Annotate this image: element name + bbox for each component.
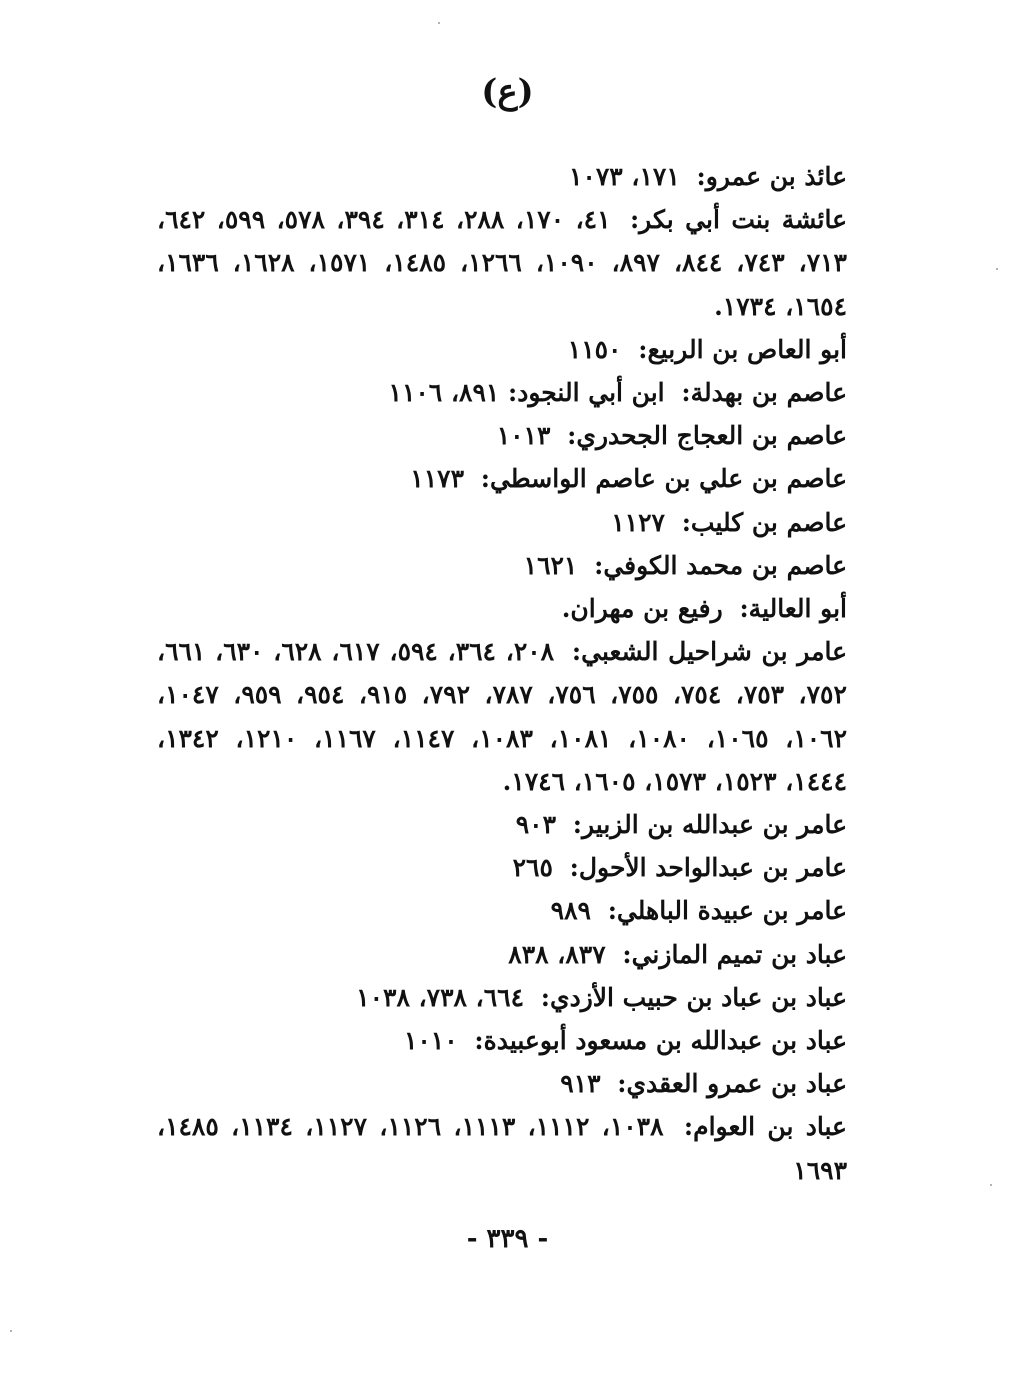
entry-page-refs: ١٠٣٨، ١١١٢، ١١١٣، ١١٢٦، ١١٢٧، ١١٣٤، ١٤٨٥، ١٦٩٣ (157, 1112, 847, 1185)
index-entry (157, 1062, 847, 1105)
index-entry (157, 1019, 847, 1062)
entry-separator: : (739, 594, 749, 624)
entry-name: أبو العاص بن الربيع (647, 334, 847, 364)
index-entry (157, 889, 847, 932)
section-letter-heading: (ع) (481, 72, 534, 112)
entry-separator: : (474, 1026, 484, 1056)
entry-page-refs: ٢٦٥ (512, 853, 553, 883)
entry-page-refs: ٤١، ١٧٠، ٢٨٨، ٣١٤، ٣٩٤، ٥٧٨، ٥٩٩، ٦٤٢، ٧١٣، ٧٤٣، ٨٤٤، ٨٩٧، ١٠٩٠، ١٢٦٦، ١٤٨٥، ١٥٧١، ١٦٢٨، ١٦٣٦، ١٦٥٤، ١٧٣٤. (157, 205, 847, 321)
entry-page-refs: ٢٠٨، ٣٦٤، ٥٩٤، ٦١٧، ٦٢٨، ٦٣٠، ٦٦١، ٧٥٢، ٧٥٣، ٧٥٤، ٧٥٥، ٧٥٦، ٧٨٧، ٧٩٢، ٩١٥، ٩٥٤، ٩٥٩، ١٠٤٧، ١٠٦٢، ١٠٦٥، ١٠٨٠، ١٠٨١، ١٠٨٣، ١١٤٧، ١١٦٧، ١٢١٠، ١٣٤٢، ١٤٤٤، ١٥٢٣، ١٥٧٣، ١٦٠٥، ١٧٤٦. (157, 637, 848, 796)
entry-separator: : (569, 853, 579, 883)
page-number: - ٣٣٩ - (466, 1224, 549, 1254)
index-entry (157, 501, 847, 544)
index-entry (157, 198, 847, 328)
entry-name: عاصم بن محمد الكوفي (603, 550, 847, 580)
entry-page-refs: ٨٣٧، ٨٣٨ (508, 939, 606, 969)
entry-name: عباد بن عبدالله بن مسعود أبوعبيدة (483, 1026, 847, 1056)
entry-page-refs: ١٧١، ١٠٧٣ (569, 162, 680, 191)
entry-page-refs: ١٠١٠ (403, 1026, 458, 1056)
entry-name: أبو العالية (748, 594, 847, 624)
entry-page-refs: ١١٢٧ (611, 507, 665, 537)
entry-separator: : (681, 507, 691, 537)
entry-separator: : (696, 162, 706, 191)
entry-name: عامر بن عبدالله بن الزبير (582, 810, 847, 840)
entry-page-refs: رفيع بن مهران. (561, 594, 723, 624)
index-entry (157, 976, 847, 1019)
scan-speck (996, 268, 998, 270)
index-entry (157, 371, 847, 414)
scan-speck (990, 1184, 992, 1186)
entry-name: عباد بن العوام (693, 1112, 847, 1142)
entry-separator: : (540, 982, 550, 1012)
entry-page-refs: ٦٦٤، ٧٣٨، ١٠٣٨ (356, 982, 525, 1012)
index-entry (157, 457, 847, 500)
entry-page-refs: ١٦٢١ (523, 550, 578, 580)
entry-page-refs: ٩١٣ (560, 1069, 601, 1099)
scan-speck (10, 1330, 12, 1332)
entry-separator: : (607, 896, 617, 926)
entry-name: عباد بن تميم المازني (631, 939, 847, 969)
index-entry (157, 155, 847, 198)
entry-name: عباد بن عباد بن حبيب الأزدي (550, 982, 847, 1012)
entry-page-refs: ٩٨٩ (550, 896, 591, 926)
index-entry (157, 630, 847, 803)
entry-page-refs: ٩٠٣ (515, 810, 557, 840)
entry-separator: : (681, 378, 691, 408)
index-entry (157, 803, 847, 846)
entry-separator: : (571, 637, 582, 667)
index-entry (157, 1105, 847, 1191)
entry-separator: : (683, 1112, 694, 1142)
entry-separator: : (622, 939, 632, 969)
entry-separator: : (638, 334, 648, 364)
entry-name: عامر بن شراحيل الشعبي (581, 637, 847, 667)
entry-separator: : (572, 810, 582, 840)
entry-separator: : (617, 1069, 627, 1099)
entry-page-refs: ١١٧٣ (410, 464, 464, 494)
entry-page-refs: ١١٥٠ (567, 334, 622, 364)
entry-name: عامر بن عبدالواحد الأحول (578, 853, 847, 883)
entry-separator: : (594, 550, 604, 580)
entry-name: عامر بن عبيدة الباهلي (616, 896, 847, 926)
entry-name: عاصم بن بهدلة (690, 378, 847, 408)
index-entry (157, 933, 847, 976)
entry-name: عاصم بن كليب (690, 507, 847, 537)
index-entry (157, 846, 847, 889)
index-entry (157, 414, 847, 457)
index-entry (157, 544, 847, 587)
entry-name: عاصم بن علي بن عاصم الواسطي (489, 464, 847, 494)
index-entry (157, 587, 847, 630)
entry-name: عائذ بن عمرو (705, 162, 847, 191)
entry-name: عاصم بن العجاج الجحدري (576, 421, 847, 451)
entry-separator: : (567, 421, 577, 451)
entry-name: عباد بن عمرو العقدي (626, 1069, 847, 1099)
entry-page-refs: ١٠١٣ (496, 421, 551, 451)
scan-speck (438, 22, 440, 24)
entry-separator: : (480, 464, 490, 494)
entry-name: عائشة بنت أبي بكر (639, 205, 847, 235)
index-entry (157, 328, 847, 371)
entry-page-refs: ابن أبي النجود: ٨٩١، ١١٠٦ (388, 378, 665, 408)
name-index-list (157, 155, 847, 1192)
entry-separator: : (629, 205, 640, 235)
